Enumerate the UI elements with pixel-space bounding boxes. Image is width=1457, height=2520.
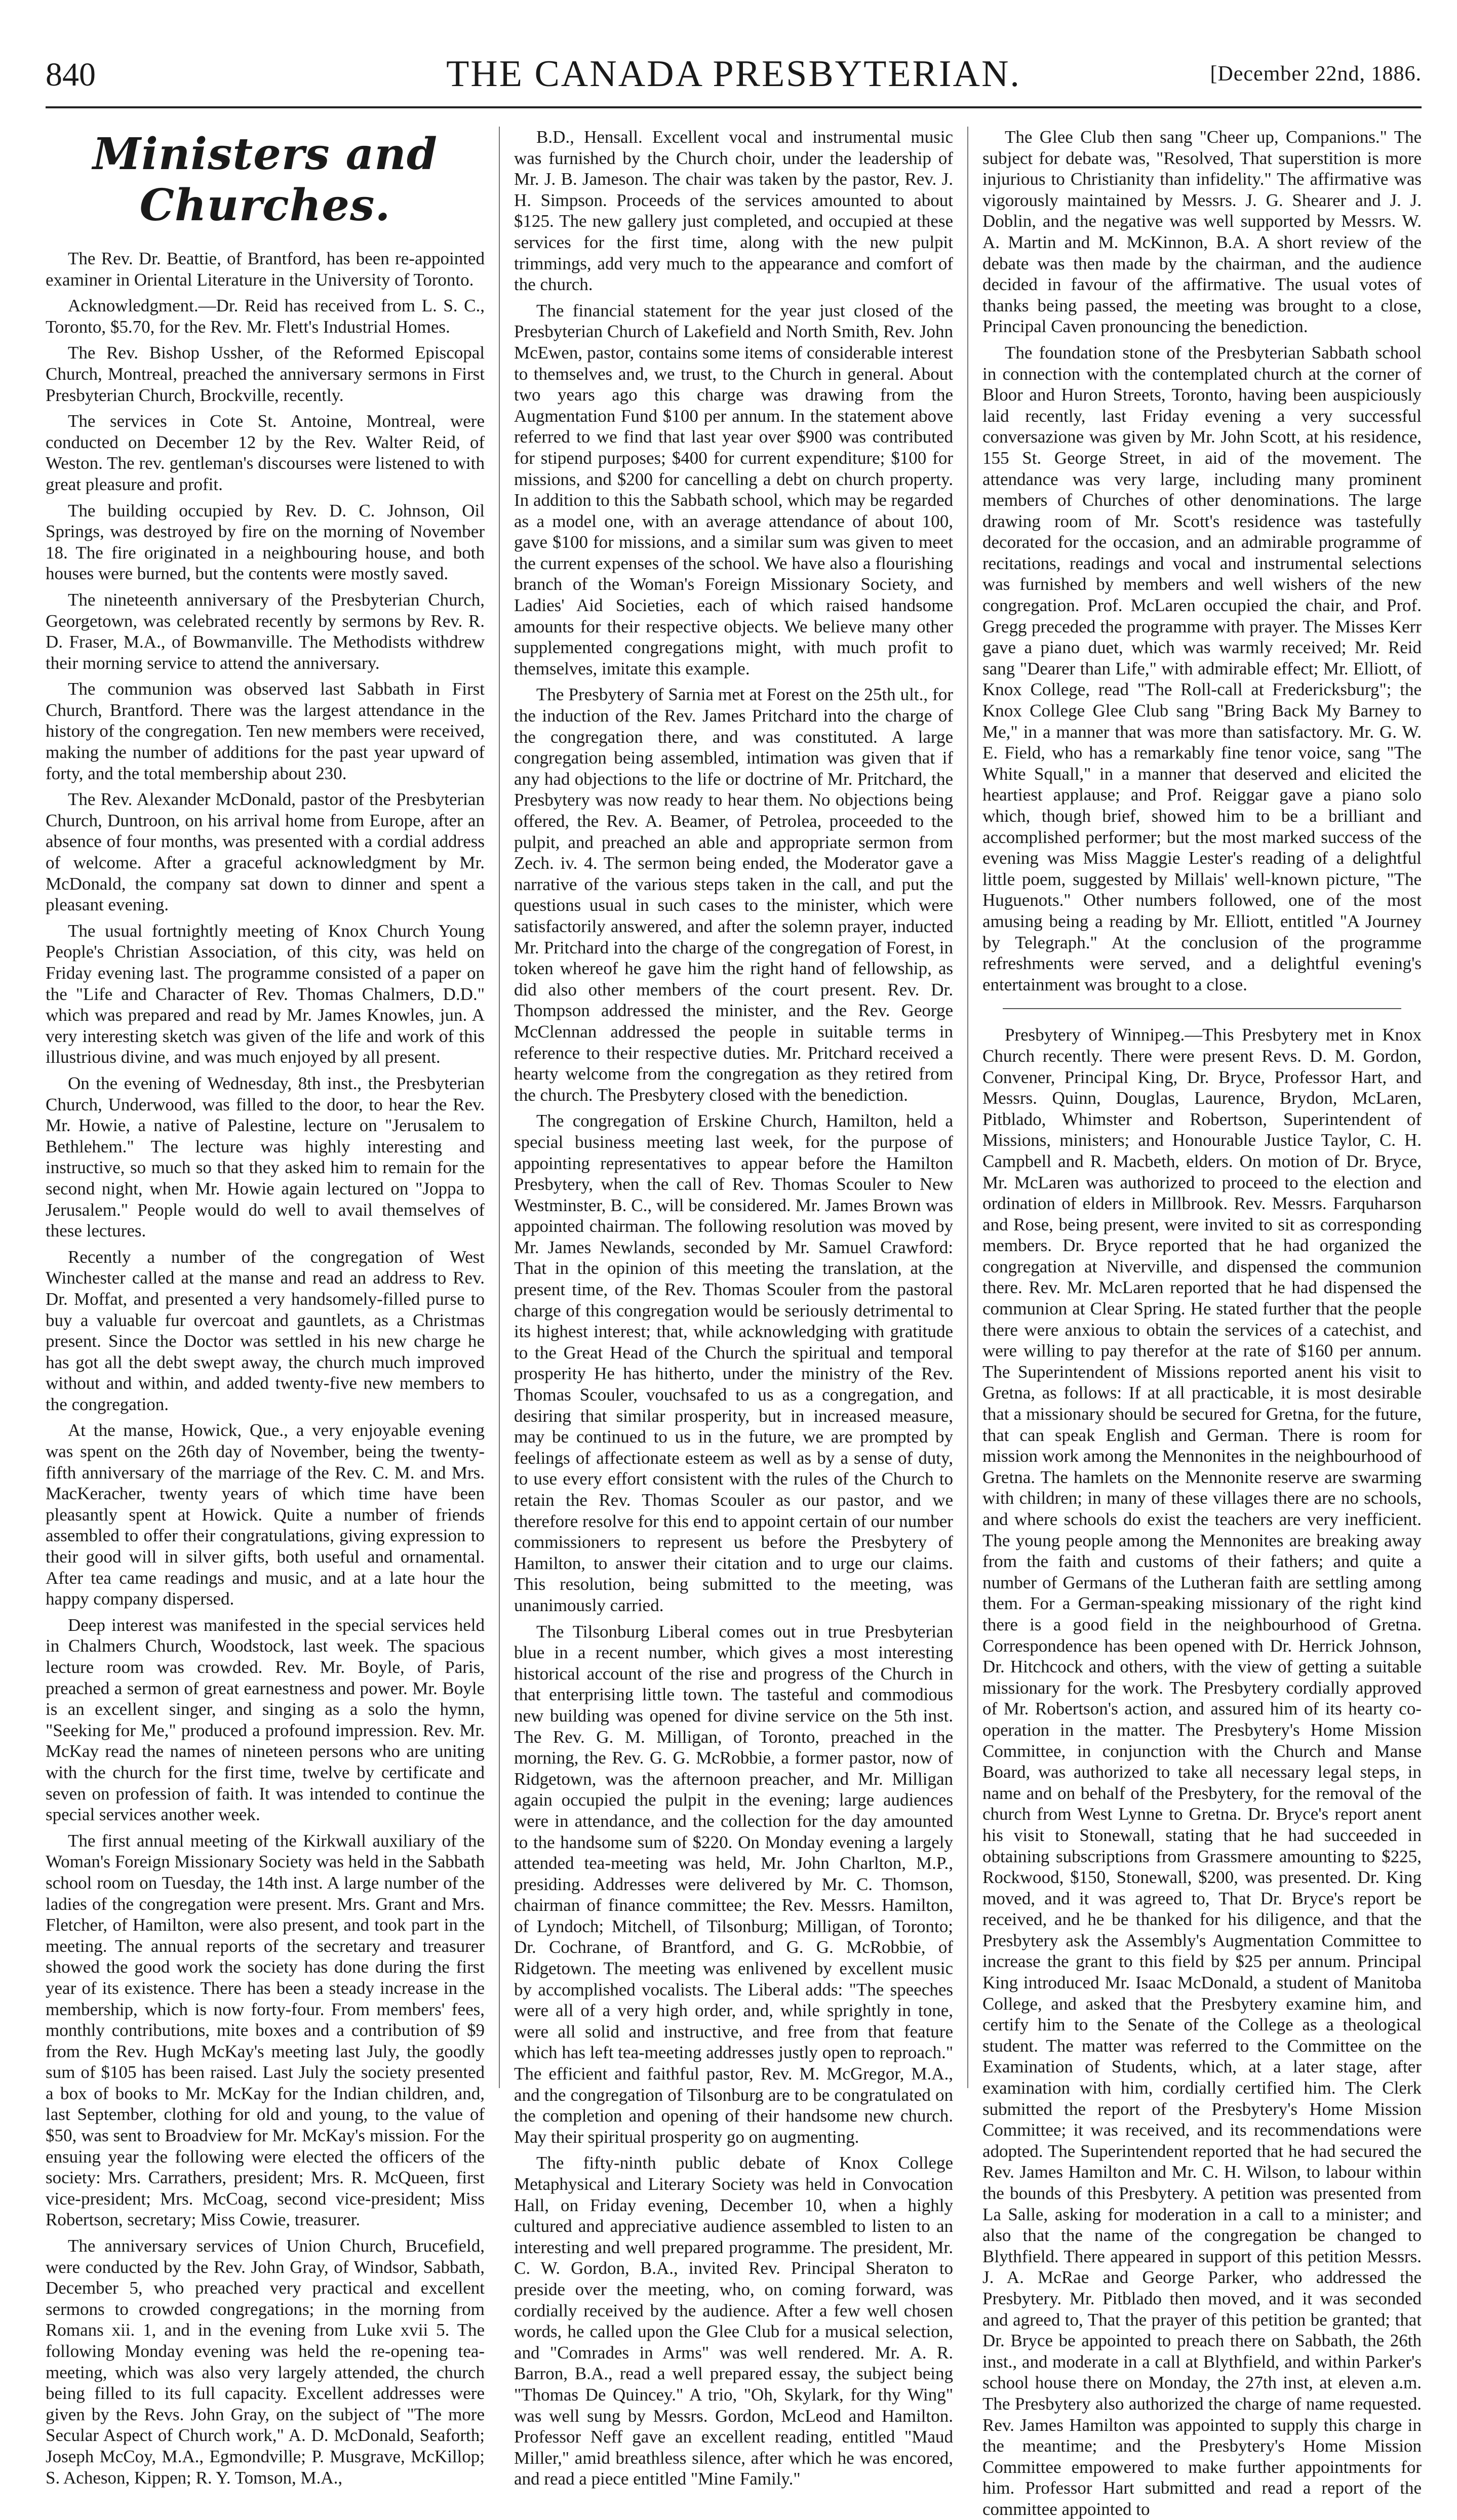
column-3-bottom xyxy=(982,1024,1422,2519)
article-paragraph: The financial statement for the year just closed of the Presbyterian Church of Lakefield and North Smith, Rev. John McEwen, pastor, contains some items of considerable interest to themselves and, we trust, to the Church in general. About two years ago this charge was drawing from the Augmentation Fund $100 per annum. In the statement above referred to we find that last year over $900 was contributed for stipend purposes; $400 for current expenditure; $100 for missions, and $200 for cancelling a debt on church property. In addition to this the Sabbath school, which may be regarded as a model one, with an average attendance of about 100, gave $100 for missions, and a similar sum was given to meet the current expenses of the school. We have also a flourishing branch of the Woman's Foreign Missionary Society, and Ladies' Aid Societies, each of which raised handsome amounts for their respective objects. We believe many other supplemented congregations might, with much profit to themselves, imitate this example. xyxy=(514,300,953,678)
section-title: Ministers and Churches. xyxy=(93,129,438,231)
text-columns xyxy=(46,127,1422,2519)
section-divider xyxy=(1003,1008,1401,1009)
article-paragraph: At the manse, Howick, Que., a very enjoyable evening was spent on the 26th day of November, being the twenty-fifth anniversary of the marriage of the Rev. C. M. and Mrs. MacKeracher, twenty years of which time have been pleasantly spent at Howick. Quite a number of friends assembled to offer their congratulations, giving expression to their good will in silver gifts, both useful and ornamental. After tea came readings and music, and at a late hour the happy company dispersed. xyxy=(46,1420,485,1609)
article-paragraph: The communion was observed last Sabbath in First Church, Brantford. There was the largest attendance in the history of the congregation. Ten new members were received, making the number of additions for the past year upward of forty, and the total membership about 230. xyxy=(46,679,485,783)
article-paragraph: Presbytery of Winnipeg.—This Presbytery met in Knox Church recently. There were present Revs. D. M. Gordon, Convener, Principal King, Dr. Bryce, Professor Hart, and Messrs. Quinn, Douglas, Laurence, Brydon, McLaren, Pitblado, Whimster and Robertson, Superintendent of Missions, ministers; and Honourable Justice Taylor, C. H. Campbell and R. Macbeth, elders. On motion of Dr. Bryce, Mr. McLaren was authorized to proceed to the election and ordination of elders in Millbrook. Rev. Messrs. Farquharson and Rose, being present, were invited to sit as corresponding members. Dr. Bryce reported that he had organized the congregation at Niverville, and dispensed the communion there. Rev. Mr. McLaren reported that he had dispensed the communion at Clear Spring. He stated further that the people there were anxious to obtain the services of a catechist, and were willing to pay therefor at the rate of $160 per annum. The Superintendent of Missions reported anent his visit to Gretna, as follows: If at all practicable, it is most desirable that a missionary should be secured for Gretna, for the future, that can speak English and German. There is room for mission work among the Mennonites in the neighbourhood of Gretna. The hamlets on the Mennonite reserve are swarming with children; in many of these villages there are no schools, and where schools do exist the teachers are very inefficient. The young people among the Mennonites are breaking away from the faith and customs of their fathers; and quite a number of Germans of the Lutheran faith are settling among them. For a German-speaking missionary of the right kind there is a good field in the neighbourhood of Gretna. Correspondence has been opened with Dr. Herrick Johnson, Dr. Hitchcock and others, with the view of getting a suitable missionary for the work. The Presbytery cordially approved of Mr. Robertson's action, and assured him of its hearty co-operation in the matter. The Presbytery's Home Mission Committee, in conjunction with the Church and Manse Board, was authorized to take all necessary legal steps, in name and on behalf of the Presbytery, for the removal of the church from West Lynne to Gretna. Dr. Bryce's report anent his visit to Stonewall, stating that he had succeeded in obtaining subscriptions from Grassmere amounting to $225, Rockwood, $150, Stonewall, $200, was presented. Dr. King moved, and it was agreed to, That Dr. Bryce's report be received, and he be thanked for his diligence, and that the Presbytery ask the Assembly's Augmentation Committee to increase the grant to this field by $25 per annum. Principal King introduced Mr. Isaac McDonald, a student of Manitoba College, and asked that the Presbytery examine him, and certify him to the Senate of the College as a theological student. The matter was referred to the Committee on the Examination of Students, which, at a later stage, after examination with him, cordially certified him. The Clerk submitted the report of the Presbytery's Home Mission Committee; it was received, and its recommendations were adopted. The Superintendent reported that he had secured the Rev. James Hamilton and Mr. C. H. Wilson, to labour within the bounds of this Presbytery. A petition was presented from La Salle, asking for moderation in a call to a minister; and also that the name of the congregation be changed to Blythfield. There appeared in support of this petition Messrs. J. A. McRae and George Parker, who addressed the Presbytery. Mr. Pitblado then moved, and it was seconded and agreed to, That the prayer of this petition be granted; that Dr. Bryce be appointed to preach there on Sabbath, the 26th inst., and moderate in a call at Blythfield, and within Parker's school house there on Monday, the 27th inst, at eleven a.m. The Presbytery also authorized the charge of name requested. Rev. James Hamilton was appointed to supply this charge in the meantime; and the Presbytery's Home Mission Committee empowered to make further appointments for him. Professor Hart submitted and read a report of the committee appointed to xyxy=(982,1025,1422,2519)
column-3 xyxy=(968,127,1422,2519)
article-paragraph: The Glee Club then sang "Cheer up, Companions." The subject for debate was, "Resolved, That superstition is more injurious to Christianity than infidelity." The affirmative was vigorously maintained by Messrs. J. G. Shearer and J. J. Doblin, and the negative was well supported by Messrs. W. A. Martin and M. McKinnon, B.A. A short review of the debate was then made by the chairman, and the audience decided in favour of the affirmative. The usual votes of thanks being passed, the meeting was brought to a close, Principal Caven pronouncing the benediction. xyxy=(982,127,1422,337)
article-paragraph: The Rev. Bishop Ussher, of the Reformed Episcopal Church, Montreal, preached the anniversary sermons in First Presbyterian Church, Brockville, recently. xyxy=(46,343,485,405)
article-paragraph: The anniversary services of Union Church, Brucefield, were conducted by the Rev. John Gray, of Windsor, Sabbath, December 5, who preached very practical and excellent sermons to crowded congregations; in the morning from Romans xii. 1, and in the evening from Luke xvii 5. The following Monday evening was held the re-opening tea-meeting, which was also very largely attended, the church being filled to its full capacity. Excellent addresses were given by the Revs. John Gray, on the subject of "The more Secular Aspect of Church work," A. D. McDonald, Seaforth; Joseph McCoy, M.A., Egmondville; P. Musgrave, McKillop; S. Acheson, Kippen; R. Y. Tomson, M.A., xyxy=(46,2236,485,2488)
article-paragraph: Acknowledgment.—Dr. Reid has received from L. S. C., Toronto, $5.70, for the Rev. Mr. Flett's Industrial Homes. xyxy=(46,296,485,337)
article-paragraph: Deep interest was manifested in the special services held in Chalmers Church, Woodstock, last week. The spacious lecture room was crowded. Rev. Mr. Boyle, of Paris, preached a sermon of great earnestness and power. Mr. Boyle is an excellent singer, and singing as a solo the hymn, "Seeking for Me," produced a profound impression. Rev. Mr. McKay read the names of nineteen persons who are uniting with the church for the first time, twelve by certificate and seven on profession of faith. It was intended to continue the special services another week. xyxy=(46,1615,485,1825)
article-paragraph: B.D., Hensall. Excellent vocal and instrumental music was furnished by the Church choir, under the leadership of Mr. J. B. Jameson. The chair was taken by the pastor, Rev. J. H. Simpson. Proceeds of the services amounted to about $125. The new gallery just completed, and occupied at these services for the first time, along with the new pulpit trimmings, add very much to the appearance and comfort of the church. xyxy=(514,127,953,295)
article-paragraph: Recently a number of the congregation of West Winchester called at the manse and read an address to Rev. Dr. Moffat, and presented a very handsomely-filled purse to buy a valuable fur overcoat and gauntlets, as a Christmas present. Since the Doctor was settled in his new charge he has got all the debt swept away, the church much improved without and within, and added twenty-five new members to the congregation. xyxy=(46,1247,485,1414)
issue-date: [December 22nd, 1886. xyxy=(1210,62,1422,86)
running-title: THE CANADA PRESBYTERIAN. xyxy=(446,53,1021,95)
page-number: 840 xyxy=(46,56,96,93)
column-1 xyxy=(46,127,500,2488)
article-paragraph: The congregation of Erskine Church, Hamilton, held a special business meeting last week, for the purpose of appointing representatives to appear before the Hamilton Presbytery, when the call of Rev. Thomas Scouler to New Westminster, B. C., will be considered. Mr. James Brown was appointed chairman. The following resolution was moved by Mr. James Newlands, seconded by Mr. Samuel Crawford: That in the opinion of this meeting the translation, at the present time, of the Rev. Thomas Scouler from the pastoral charge of this congregation would be seriously detrimental to its highest interest; that, while acknowledging with gratitude to the Great Head of the Church the spiritual and temporal prosperity He has hitherto, under the ministry of the Rev. Thomas Scouler, vouchsafed to us as a congregation, and desiring that similar prosperity, but in increased measure, may be continued to us in the future, we are prompted by feelings of affectionate esteem as well as by a sense of duty, to use every effort consistent with the rules of the Church to retain the Rev. Thomas Scouler as our pastor, and we therefore resolve for this end to appoint certain of our number commissioners to represent us before the Presbytery of Hamilton, to answer their citation and to urge our claims. This resolution, being submitted to the meeting, was unanimously carried. xyxy=(514,1111,953,1615)
article-paragraph: On the evening of Wednesday, 8th inst., the Presbyterian Church, Underwood, was filled to the door, to hear the Rev. Mr. Howie, a native of Palestine, lecture on "Jerusalem to Bethlehem." The lecture was highly interesting and instructive, so much so that they asked him to remain for the second night, when Mr. Howie again lectured on "Joppa to Jerusalem." People would do well to avail themselves of these lectures. xyxy=(46,1073,485,1241)
column-3-top xyxy=(982,127,1422,995)
article-paragraph: The services in Cote St. Antoine, Montreal, were conducted on December 12 by the Rev. Walter Reid, of Weston. The rev. gentleman's discourses were listened to with great pleasure and profit. xyxy=(46,411,485,494)
article-paragraph: The first annual meeting of the Kirkwall auxiliary of the Woman's Foreign Missionary Society was held in the Sabbath school room on Tuesday, the 14th inst. A large number of the ladies of the congregation were present. Mrs. Grant and Mrs. Fletcher, of Hamilton, were also present, and took part in the meeting. The annual reports of the secretary and treasurer showed the good work the society has done during the first year of its existence. There has been a steady increase in the membership, which is now forty-four. From members' fees, monthly contributions, mite boxes and a contribution of $9 from the Rev. Hugh McKay's meeting last July, the goodly sum of $105 has been raised. Last July the society presented a box of books to Mr. McKay for the Indian children, and, last September, clothing for old and young, to the value of $50, was sent to Broadview for Mr. McKay's mission. For the ensuing year the following were elected the officers of the society: Mrs. Carrathers, president; Mrs. R. McQueen, first vice-president; Mrs. McCoag, second vice-president; Miss Robertson, secretary; Miss Cowie, treasurer. xyxy=(46,1830,485,2230)
article-paragraph: The usual fortnightly meeting of Knox Church Young People's Christian Association, of this city, was held on Friday evening last. The programme consisted of a paper on the "Life and Character of Rev. Thomas Chalmers, D.D." which was prepared and read by Mr. James Knowles, jun. A very interesting sketch was given of the life and work of this illustrious divine, and was much enjoyed by all present. xyxy=(46,921,485,1067)
article-paragraph: The Presbytery of Sarnia met at Forest on the 25th ult., for the induction of the Rev. James Pritchard into the charge of the congregation there, and was constituted. A large congregation being assembled, intimation was given that if any had objections to the life or doctrine of Mr. Pritchard, the Presbytery was now ready to hear them. No objections being offered, the Rev. A. Beamer, of Petrolea, proceeded to the pulpit, and preached an able and appropriate sermon from Zech. iv. 4. The sermon being ended, the Moderator gave a narrative of the various steps taken in the call, and put the questions usual in such cases to the minister, which were satisfactorily answered, and after the solemn prayer, inducted Mr. Pritchard into the charge of the congregation of Forest, in token whereof he gave him the right hand of fellowship, as did also other members of the court present. Rev. Dr. Thompson addressed the minister, and the Rev. George McClennan addressed the people in suitable terms in reference to their respective duties. Mr. Pritchard received a hearty welcome from the congregation as they retired from the church. The Presbytery closed with the benediction. xyxy=(514,685,953,1105)
article-paragraph: The fifty-ninth public debate of Knox College Metaphysical and Literary Society was held in Convocation Hall, on Friday evening, December 10, when a highly cultured and appreciative audience assembled to listen to an interesting and well prepared programme. The president, Mr. C. W. Gordon, B.A., invited Rev. Principal Sheraton to preside over the meeting, who, on coming forward, was cordially received by the audience. After a few well chosen words, he called upon the Glee Club for a musical selection, and "Comrades in Arms" was well rendered. Mr. A. R. Barron, B.A., read a well prepared essay, the subject being "Thomas De Quincey." A trio, "Oh, Skylark, for thy Wing" was well sung by Messrs. Gordon, McLeod and Hamilton. Professor Neff gave an excellent reading, entitled "Maud Miller," amid breathless silence, after which he was encored, and read a piece entitled "Mine Family." xyxy=(514,2153,953,2489)
article-paragraph: The foundation stone of the Presbyterian Sabbath school in connection with the contemplated church at the corner of Bloor and Huron Streets, Toronto, having been auspiciously laid recently, last Friday evening a very successful conversazione was given by Mr. John Scott, at his residence, 155 St. George Street, in aid of the movement. The attendance was very large, including many prominent members of Churches of other denominations. The large drawing room of Mr. Scott's residence was tastefully decorated for the occasion, and an admirable programme of recitations, readings and vocal and instrumental selections was furnished by members and well wishers of the new congregation. Prof. McLaren occupied the chair, and Prof. Gregg preceded the programme with prayer. The Misses Kerr gave a piano duet, which was warmly received; Mr. Reid sang "Dearer than Life," with admirable effect; Mr. Elliott, of Knox College, read "The Roll-call at Fredericksburg"; the Knox College Glee Club sang "Bring Back My Barney to Me," in a manner that was more than satisfactory. Mr. G. W. E. Field, who has a remarkably fine tenor voice, sang "The White Squall," in a manner that deserved and elicited the heartiest applause; and Prof. Reiggar gave a piano solo which, though brief, showed him to be a brilliant and accomplished performer; but the most marked success of the evening was Miss Maggie Lester's reading of a delightful little poem, suggested by Millais' well-known picture, "The Huguenots." Other numbers followed, one of the most amusing being a reading by Mr. Elliott, entitled "A Journey by Telegraph." At the conclusion of the programme refreshments were served, and a delightful evening's entertainment was brought to a close. xyxy=(982,342,1422,994)
page-header xyxy=(46,51,1422,108)
article-paragraph: The nineteenth anniversary of the Presbyterian Church, Georgetown, was celebrated recently by sermons by Rev. R. D. Fraser, M.A., of Bowmanville. The Methodists withdrew their morning service to attend the anniversary. xyxy=(46,589,485,673)
article-paragraph: The building occupied by Rev. D. C. Johnson, Oil Springs, was destroyed by fire on the morning of November 18. The fire originated in a neighbouring house, and both houses were burned, but the contents were mostly saved. xyxy=(46,500,485,584)
column-2 xyxy=(500,127,968,2489)
article-paragraph: The Tilsonburg Liberal comes out in true Presbyterian blue in a recent number, which gives a most interesting historical account of the rise and progress of the Church in that enterprising little town. The tasteful and commodious new building was opened for divine service on the 5th inst. The Rev. G. M. Milligan, of Toronto, preached in the morning, the Rev. G. G. McRobbie, a former pastor, now of Ridgetown, was the afternoon preacher, and Mr. Milligan again occupied the pulpit in the evening; large audiences were in attendance, and the collection for the day amounted to the handsome sum of $220. On Monday evening a largely attended tea-meeting was held, Mr. John Charlton, M.P., presiding. Addresses were delivered by Mr. C. Thomson, chairman of finance committee; the Rev. Messrs. Hamilton, of Lyndoch; Mitchell, of Tilsonburg; Milligan, of Toronto; Dr. Cochrane, of Brantford, and G. G. McRobbie, of Ridgetown. The meeting was enlivened by excellent music by accomplished vocalists. The Liberal adds: "The speeches were all of a very high order, and, while sprightly in tone, were all solid and instructive, and free from that feature which has left tea-meeting addresses justly open to reproach." The efficient and faithful pastor, Rev. M. McGregor, M.A., and the congregation of Tilsonburg are to be congratulated on the completion and opening of their handsome new church. May their spiritual prosperity go on augmenting. xyxy=(514,1621,953,2147)
article-paragraph: The Rev. Alexander McDonald, pastor of the Presbyterian Church, Duntroon, on his arrival home from Europe, after an absence of four months, was presented with a cordial address of welcome. After a graceful acknowledgment by Mr. McDonald, the company sat down to dinner and spent a pleasant evening. xyxy=(46,789,485,915)
article-paragraph: The Rev. Dr. Beattie, of Brantford, has been re-appointed examiner in Oriental Literature in the University of Toronto. xyxy=(46,249,485,290)
